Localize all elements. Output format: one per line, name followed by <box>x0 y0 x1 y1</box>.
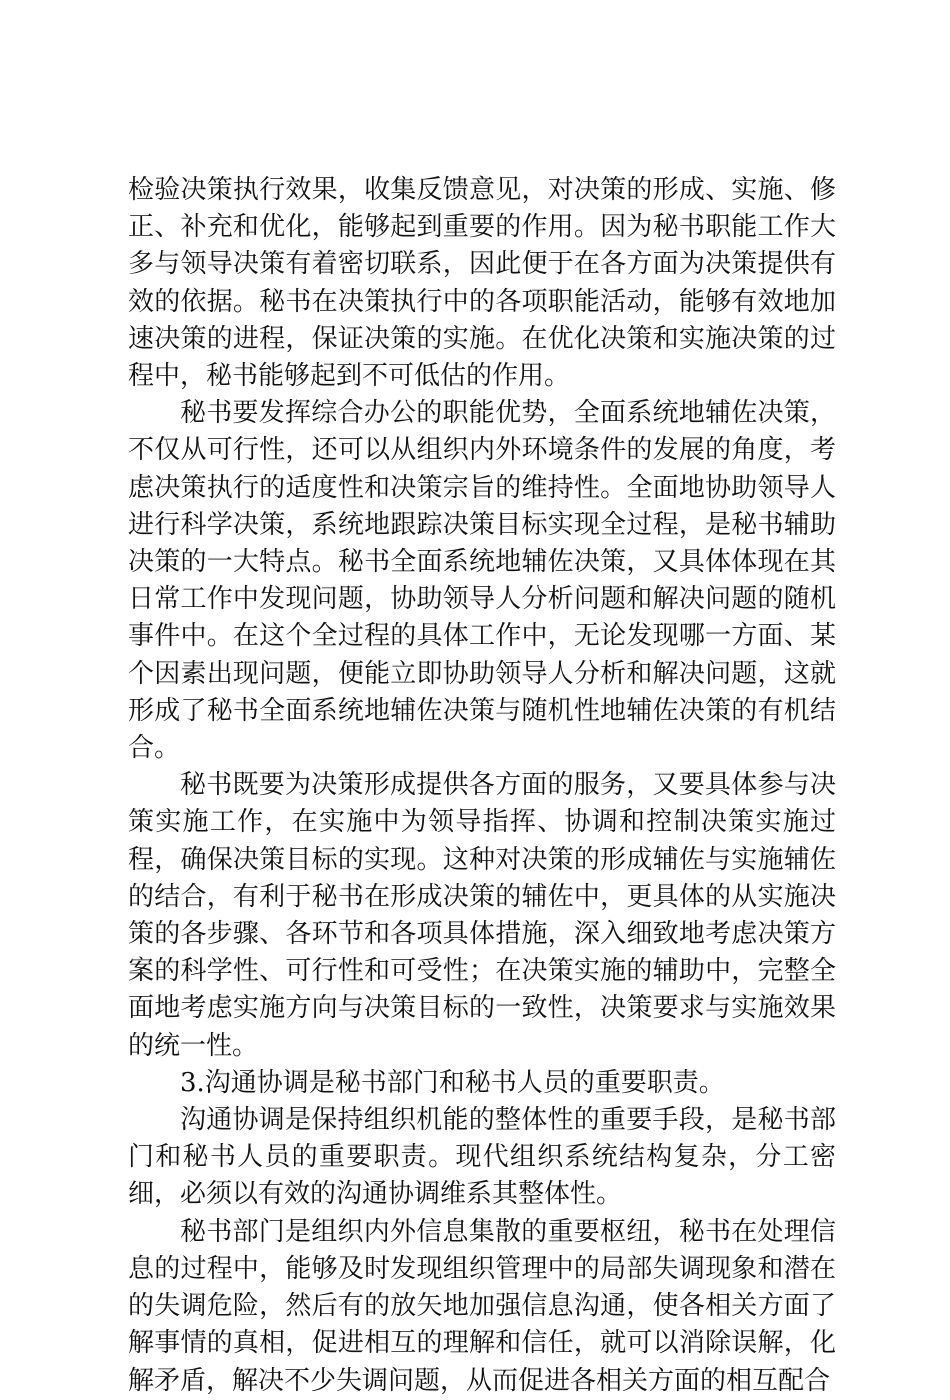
section-heading-3: 3.沟通协调是秘书部门和秘书人员的重要职责。 <box>180 1067 725 1098</box>
paragraph-5: 秘书部门是组织内外信息集散的重要枢纽，秘书在处理信息的过程中，能够及时发现组织管理中的局部失调现象和潜在的失调危险，然后有的放矢地加强信息沟通，使各相关方面了解事情的真相，促进相互的理解和信任，就可以消除误解，化解矛盾，解决不少失调问题，从而促进各相关方面的相互配合 <box>128 1216 836 1396</box>
document-body <box>128 172 836 1400</box>
paragraph-4: 沟通协调是保持组织机能的整体性的重要手段，是秘书部门和秘书人员的重要职责。现代组织系统结构复杂，分工密细，必须以有效的沟通协调维系其整体性。 <box>128 1105 836 1210</box>
paragraph-1: 检验决策执行效果，收集反馈意见，对决策的形成、实施、修正、补充和优化，能够起到重要的作用。因为秘书职能工作大多与领导决策有着密切联系，因此便于在各方面为决策提供有效的依据。秘书在决策执行中的各项职能活动，能够有效地加速决策的进程，保证决策的实施。在优化决策和实施决策的过程中，秘书能够起到不可低估的作用。 <box>128 175 836 392</box>
paragraph-3: 秘书既要为决策形成提供各方面的服务，又要具体参与决策实施工作，在实施中为领导指挥、协调和控制决策实施过程，确保决策目标的实现。这种对决策的形成辅佐与实施辅佐的结合，有利于秘书在形成决策的辅佐中，更具体的从实施决策的各步骤、各环节和各项具体措施，深入细致地考虑决策方案的科学性、可行性和可受性；在决策实施的辅助中，完整全面地考虑实施方向与决策目标的一致性，决策要求与实施效果的统一性。 <box>128 770 836 1061</box>
paragraph-2: 秘书要发挥综合办公的职能优势，全面系统地辅佐决策，不仅从可行性，还可以从组织内外环境条件的发展的角度，考虑决策执行的适度性和决策宗旨的维持性。全面地协助领导人进行科学决策，系统地跟踪决策目标实现全过程，是秘书辅助决策的一大特点。秘书全面系统地辅佐决策，又具体体现在其日常工作中发现问题，协助领导人分析问题和解决问题的随机事件中。在这个全过程的具体工作中，无论发现哪一方面、某个因素出现问题，便能立即协助领导人分析和解决问题，这就形成了秘书全面系统地辅佐决策与随机性地辅佐决策的有机结合。 <box>128 398 836 764</box>
